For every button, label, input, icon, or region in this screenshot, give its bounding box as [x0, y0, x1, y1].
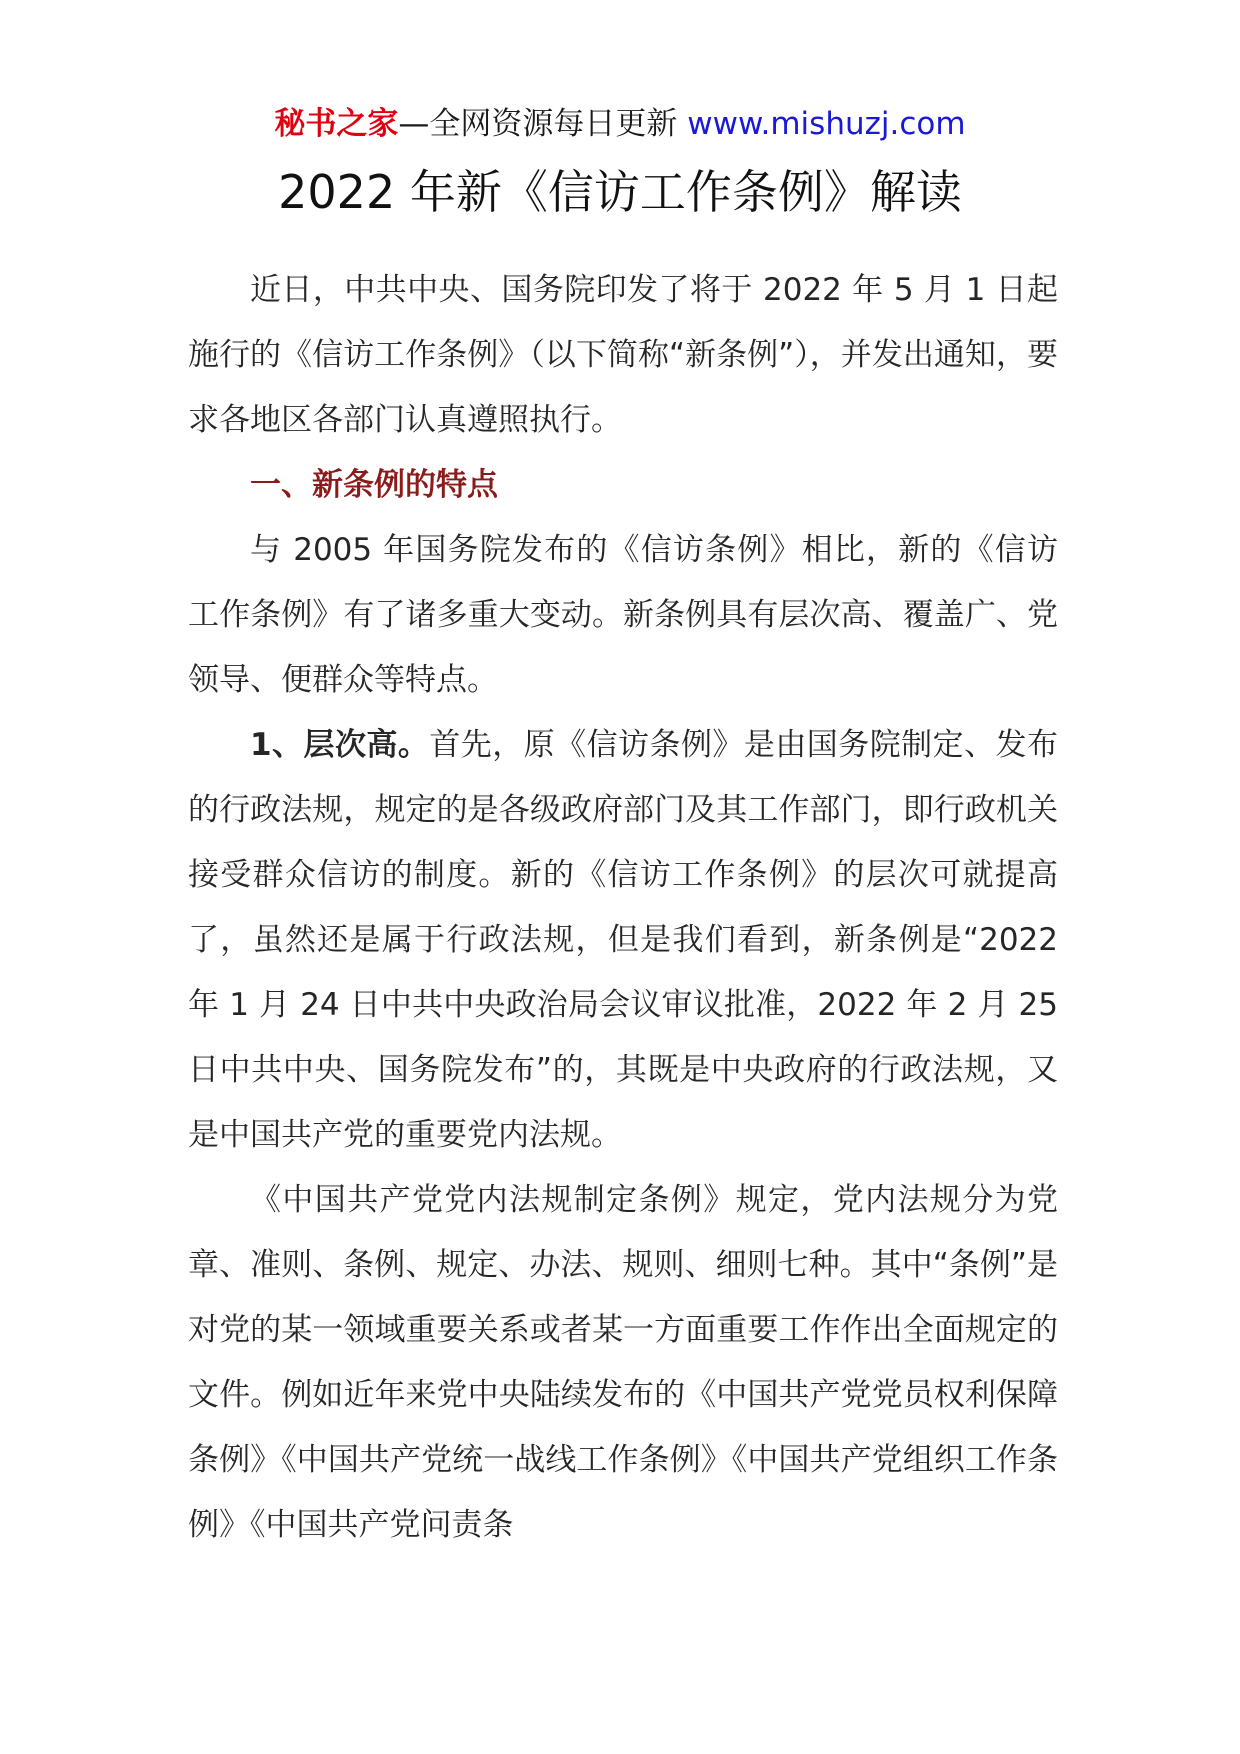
site-header	[0, 100, 1240, 148]
paragraph-party-regulations: 《中国共产党党内法规制定条例》规定，党内法规分为党章、准则、条例、规定、办法、规则、细则七种。其中“条例”是对党的某一领域重要关系或者某一方面重要工作作出全面规定的文件。例如近年来党中央陆续发布的《中国共产党党员权利保障条例》《中国共产党统一战线工作条例》《中国共产党组织工作条例》《中国共产党问责条	[188, 1182, 1058, 1543]
header-tagline: —全网资源每日更新	[398, 106, 688, 142]
paragraph-comparison: 与 2005 年国务院发布的《信访条例》相比，新的《信访工作条例》有了诸多重大变动。新条例具有层次高、覆盖广、党领导、便群众等特点。	[188, 532, 1058, 698]
paragraph-lead: 1、层次高。	[250, 727, 430, 763]
document-body	[188, 258, 1058, 1558]
site-url-link[interactable]: www.mishuzj.com	[687, 106, 966, 142]
paragraph-level-high	[188, 713, 1058, 1168]
paragraph-intro: 近日，中共中央、国务院印发了将于 2022 年 5 月 1 日起施行的《信访工作条例》（以下简称“新条例”），并发出通知，要求各地区各部门认真遵照执行。	[188, 272, 1058, 438]
section-heading: 一、新条例的特点	[250, 467, 498, 503]
document-title: 2022 年新《信访工作条例》解读	[278, 165, 962, 219]
brand-name: 秘书之家	[274, 106, 399, 142]
paragraph-body: 首先，原《信访条例》是由国务院制定、发布的行政法规，规定的是各级政府部门及其工作部门，即行政机关接受群众信访的制度。新的《信访工作条例》的层次可就提高了，虽然还是属于行政法规，但是我们看到，新条例是“2022 年 1 月 24 日中共中央政治局会议审议批准，2022 年 2 月 25 日中共中央、国务院发布”的，其既是中央政府的行政法规，又是中国共产党的重要党内法规。	[188, 727, 1058, 1153]
